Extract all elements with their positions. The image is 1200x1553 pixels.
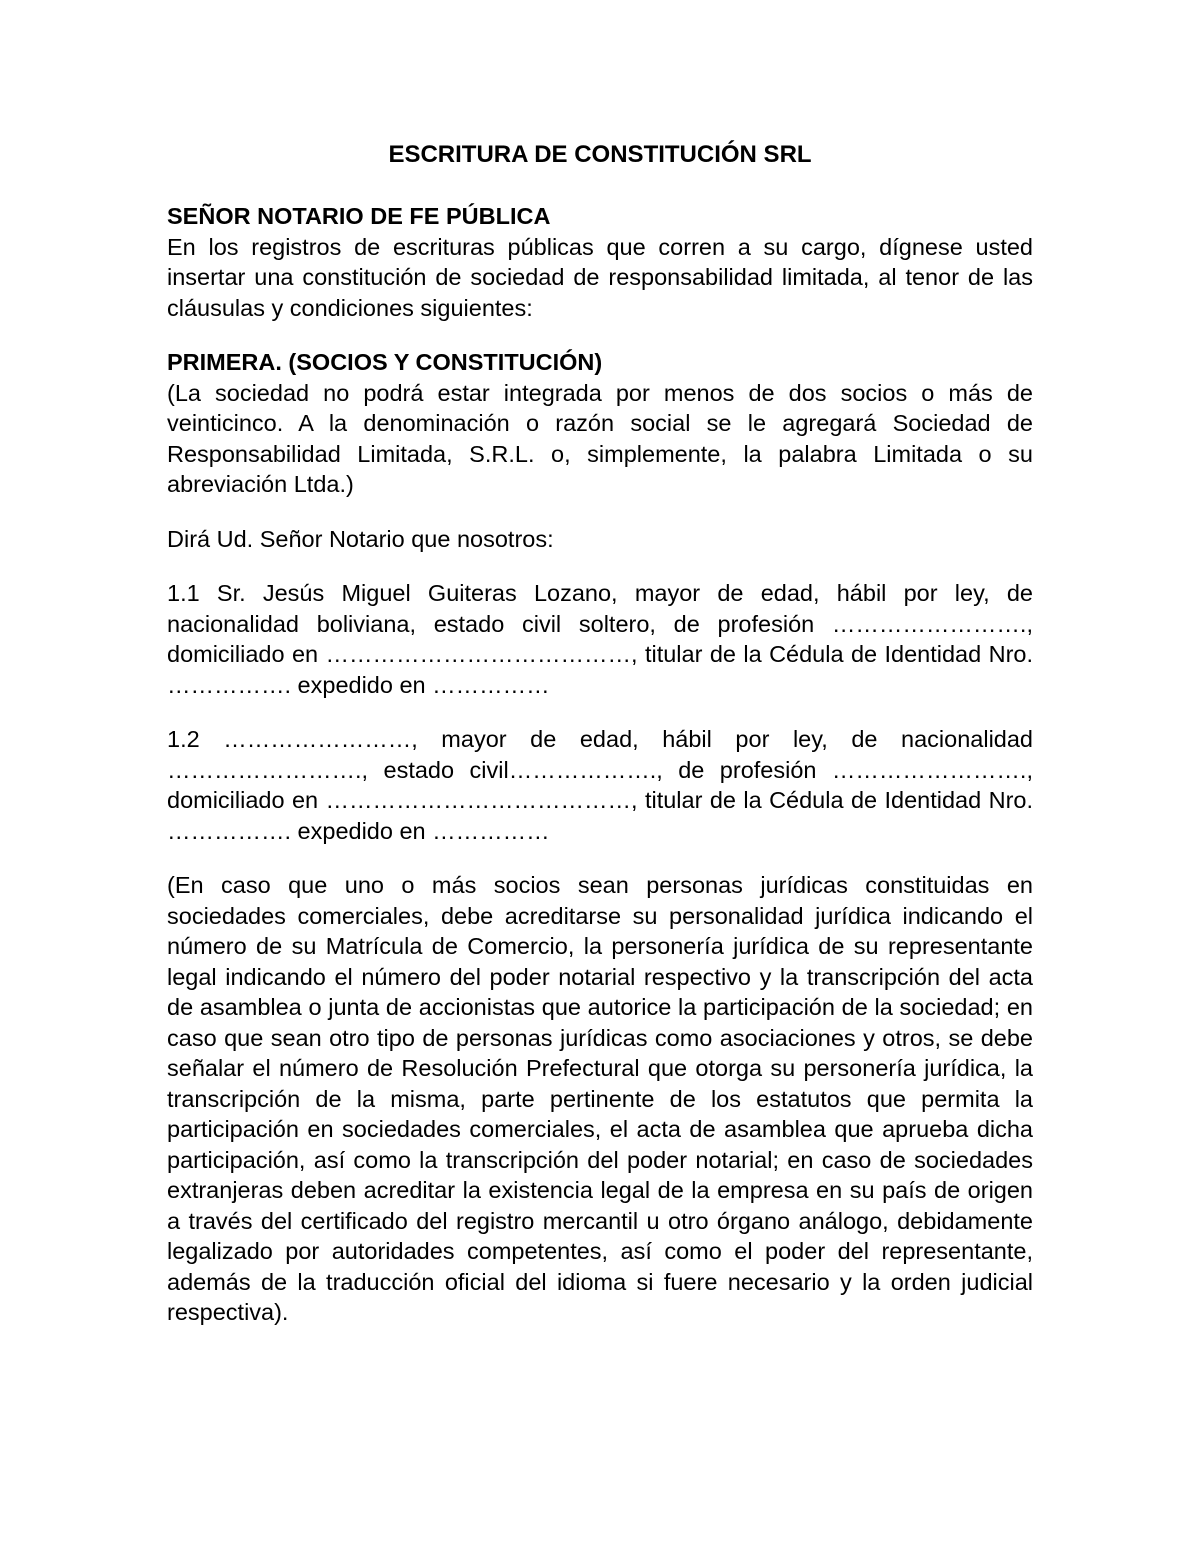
document-page bbox=[167, 140, 1033, 1328]
addressee-section bbox=[167, 201, 1033, 323]
addressee-paragraph: En los registros de escrituras públicas que corren a su cargo, dígnese usted insertar una constitución de sociedad de responsabilidad limitada, al tenor de las cláusulas y condiciones siguientes: bbox=[167, 233, 1033, 321]
clause-first-section bbox=[167, 347, 1033, 500]
clause-first-heading: PRIMERA. (SOCIOS Y CONSTITUCIÓN) bbox=[167, 349, 603, 375]
document-title: ESCRITURA DE CONSTITUCIÓN SRL bbox=[388, 141, 812, 168]
clause-first-note: (La sociedad no podrá estar integrada por menos de dos socios o más de veinticinco. A la denominación o razón social se le agregará Sociedad de Responsabilidad Limitada, S.R.L. o, simplemente, la palabra Limitada o su abreviación Ltda.) bbox=[167, 379, 1033, 497]
addressee-heading: SEÑOR NOTARIO DE FE PÚBLICA bbox=[167, 203, 551, 229]
intro-paragraph: Dirá Ud. Señor Notario que nosotros: bbox=[167, 525, 554, 552]
legal-entities-note: (En caso que uno o más socios sean personas jurídicas constituidas en sociedades comerciales, debe acreditarse su personalidad jurídica indicando el número de su Matrícula de Comercio, la personería jurídica de su representante legal indicando el número del poder notarial respectivo y la transcripción del acta de asamblea o junta de accionistas que autorice la participación de la sociedad; en caso que sean otro tipo de personas jurídicas como asociaciones y otros, se debe señalar el número de Resolución Prefectural que otorga su personería jurídica, la transcripción de la misma, parte pertinente de los estatutos que permita la participación en sociedades comerciales, el acta de asamblea que aprueba dicha participación, así como la transcripción del poder notarial; en caso de sociedades extranjeras deben acreditar la existencia legal de la empresa en su país de origen a través del certificado del registro mercantil u otro órgano análogo, debidamente legalizado por autoridades competentes, así como el poder del representante, además de la traducción oficial del idioma si fuere necesario y la orden judicial respectiva). bbox=[167, 872, 1033, 1325]
partner-item: 1.1 Sr. Jesús Miguel Guiteras Lozano, mayor de edad, hábil por ley, de nacionalidad boliviana, estado civil soltero, de profesión ……………………., domiciliado en …………………………………, titular de la Cédula de Identidad Nro. ……………. expedido en …………… bbox=[167, 580, 1033, 698]
partner-item: 1.2 ……………………, mayor de edad, hábil por ley, de nacionalidad ……………………., estado civil………………., de profesión ……………………., domiciliado en …………………………………, titular de la Cédula de Identidad Nro. ……………. expedido en …………… bbox=[167, 726, 1033, 844]
